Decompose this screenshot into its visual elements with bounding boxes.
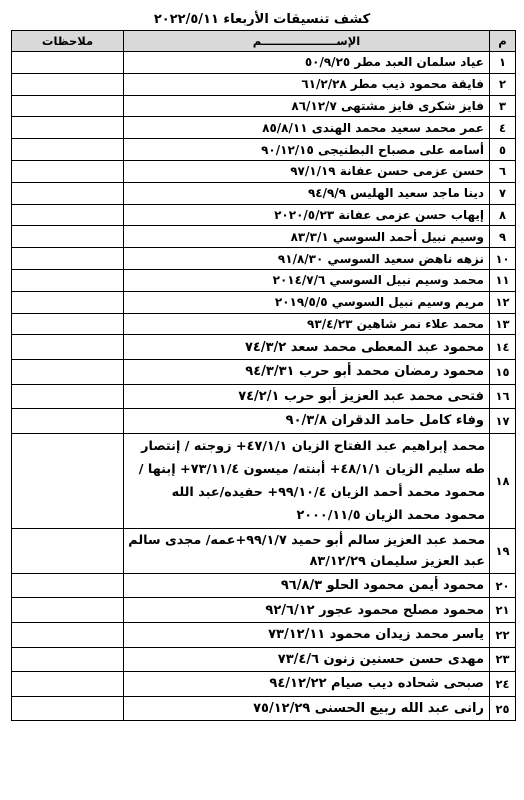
page-title: كشف تنسيقات الأربعاء ٢٠٢٢/٥/١١ xyxy=(153,12,371,27)
row-name: وسيم نبيل أحمد السوسي ٨٣/٣/١ xyxy=(124,226,490,248)
table-row xyxy=(12,384,516,409)
table-row xyxy=(12,160,516,182)
row-number: ١٥ xyxy=(490,359,516,384)
table-row xyxy=(12,52,516,74)
column-header-name: الإســـــــــــــــــــم xyxy=(124,31,490,52)
table-row xyxy=(12,73,516,95)
row-note xyxy=(12,291,124,313)
column-header-notes: ملاحظات xyxy=(12,31,124,52)
table-row xyxy=(12,95,516,117)
row-name: فتحى محمد عبد العزيز أبو حرب ٧٤/٢/١ xyxy=(124,384,490,409)
table-row xyxy=(12,117,516,139)
row-number: ٢ xyxy=(490,73,516,95)
row-note xyxy=(12,384,124,409)
table-row xyxy=(12,409,516,434)
table-row xyxy=(12,433,516,528)
row-note xyxy=(12,73,124,95)
row-number: ١١ xyxy=(490,269,516,291)
row-name: ياسر محمد زيدان محمود ٧٣/١٢/١١ xyxy=(124,622,490,647)
row-number: ١٠ xyxy=(490,248,516,270)
row-note xyxy=(12,573,124,598)
row-number: ٢٢ xyxy=(490,622,516,647)
table-row xyxy=(12,672,516,697)
row-name: محمد عبد العزيز سالم أبو حميد ٩٩/١/٧+عمه/ مجدى سالم عبد العزيز سليمان ٨٣/١٢/٢٩ xyxy=(124,528,490,573)
row-name: إيهاب حسن عزمى عفانة ٢٠٢٠/٥/٢٣ xyxy=(124,204,490,226)
row-number: ١٤ xyxy=(490,335,516,360)
row-name: محمد علاء نمر شاهين ٩٣/٤/٢٣ xyxy=(124,313,490,335)
table-row xyxy=(12,647,516,672)
table-row xyxy=(12,598,516,623)
table-row xyxy=(12,139,516,161)
row-note xyxy=(12,672,124,697)
table-row xyxy=(12,226,516,248)
row-name: وفاء كامل حامد الدقران ٩٠/٣/٨ xyxy=(124,409,490,434)
row-note xyxy=(12,248,124,270)
row-note xyxy=(12,409,124,434)
table-row xyxy=(12,182,516,204)
table-row xyxy=(12,335,516,360)
row-name: مريم وسيم نبيل السوسي ٢٠١٩/٥/٥ xyxy=(124,291,490,313)
row-name: دينا ماجد سعيد الهليس ٩٤/٩/٩ xyxy=(124,182,490,204)
row-number: ٧ xyxy=(490,182,516,204)
row-name: محمود أيمن محمود الحلو ٩٦/٨/٣ xyxy=(124,573,490,598)
row-name: أسامه على مصباح البطنيجى ٩٠/١٢/١٥ xyxy=(124,139,490,161)
row-note xyxy=(12,598,124,623)
row-note xyxy=(12,226,124,248)
table-row xyxy=(12,622,516,647)
row-note xyxy=(12,117,124,139)
table-row xyxy=(12,269,516,291)
row-note xyxy=(12,182,124,204)
row-note xyxy=(12,204,124,226)
row-name: محمود رمضان محمد أبو حرب ٩٤/٣/٣١ xyxy=(124,359,490,384)
table-row xyxy=(12,696,516,721)
row-number: ٣ xyxy=(490,95,516,117)
row-number: ٨ xyxy=(490,204,516,226)
row-number: ٢٣ xyxy=(490,647,516,672)
row-name: عياد سلمان العبد مطر ٥٠/٩/٢٥ xyxy=(124,52,490,74)
row-note xyxy=(12,139,124,161)
row-note xyxy=(12,335,124,360)
table-row xyxy=(12,291,516,313)
row-name: محمود عبد المعطى محمد سعد ٧٤/٣/٢ xyxy=(124,335,490,360)
row-note xyxy=(12,622,124,647)
row-note xyxy=(12,160,124,182)
row-note xyxy=(12,696,124,721)
row-number: ٢١ xyxy=(490,598,516,623)
row-name: فايز شكرى فايز مشتهى ٨٦/١٢/٧ xyxy=(124,95,490,117)
row-name: حسن عزمى حسن عفانة ٩٧/١/١٩ xyxy=(124,160,490,182)
row-note xyxy=(12,433,124,528)
row-number: ١٦ xyxy=(490,384,516,409)
table-row xyxy=(12,204,516,226)
row-number: ٥ xyxy=(490,139,516,161)
row-number: ٤ xyxy=(490,117,516,139)
row-note xyxy=(12,313,124,335)
row-note xyxy=(12,269,124,291)
table-row xyxy=(12,573,516,598)
row-number: ٦ xyxy=(490,160,516,182)
row-note xyxy=(12,359,124,384)
row-name: نزهه ناهض سعيد السوسي ٩١/٨/٣٠ xyxy=(124,248,490,270)
row-number: ٢٥ xyxy=(490,696,516,721)
row-number: ١٣ xyxy=(490,313,516,335)
row-name: فايقة محمود ذيب مطر ٦١/٢/٢٨ xyxy=(124,73,490,95)
column-header-number: م xyxy=(490,31,516,52)
row-number: ٢٠ xyxy=(490,573,516,598)
row-number: ١٩ xyxy=(490,528,516,573)
row-number: ١٢ xyxy=(490,291,516,313)
row-name: مهدى حسن حسنين زنون ٧٣/٤/٦ xyxy=(124,647,490,672)
row-name: عمر محمد سعيد محمد الهندى ٨٥/٨/١١ xyxy=(124,117,490,139)
row-note xyxy=(12,528,124,573)
table-row xyxy=(12,359,516,384)
table-row xyxy=(12,248,516,270)
row-number: ٢٤ xyxy=(490,672,516,697)
row-number: ١٧ xyxy=(490,409,516,434)
table-row xyxy=(12,528,516,573)
row-note xyxy=(12,52,124,74)
row-name: صبحى شحاده ديب صيام ٩٤/١٢/٢٢ xyxy=(124,672,490,697)
table-row xyxy=(12,313,516,335)
row-name: رانى عبد الله ربيع الحسنى ٧٥/١٢/٢٩ xyxy=(124,696,490,721)
row-note xyxy=(12,95,124,117)
row-number: ٩ xyxy=(490,226,516,248)
row-number: ١٨ xyxy=(490,433,516,528)
row-name: محمد وسيم نبيل السوسي ٢٠١٤/٧/٦ xyxy=(124,269,490,291)
row-name: محمود مصلح محمود عجور ٩٢/٦/١٢ xyxy=(124,598,490,623)
row-note xyxy=(12,647,124,672)
row-name: محمد إبراهيم عبد الفتاح الزيان ٤٧/١/١+ زوجته / إنتصار طه سليم الزيان ٤٨/١/١+ أبنته/ ميسون ٧٣/١١/٤+ إبنها / محمود محمد أحمد الزيان ٩٩/١٠/٤+ حفيده/عبد الله محمود محمد الزيان ٢٠٠٠/١١/٥ xyxy=(124,433,490,528)
names-table xyxy=(11,30,516,721)
table-header-row xyxy=(12,31,516,52)
row-number: ١ xyxy=(490,52,516,74)
